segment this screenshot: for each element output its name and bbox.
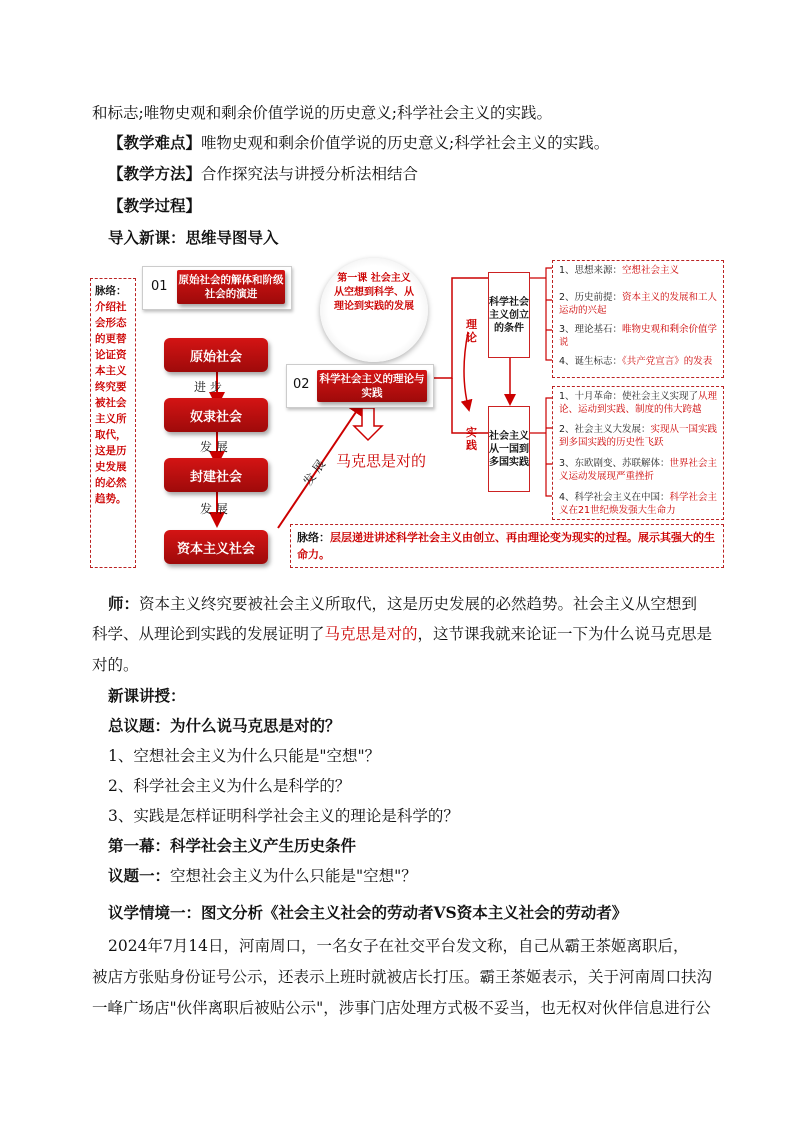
step-01-label: 原始社会的解体和阶级社会的演进 xyxy=(177,270,285,304)
stage-slave: 奴隶社会 xyxy=(164,398,268,432)
left-note-line: 论证资 xyxy=(95,349,127,361)
practice-item xyxy=(559,423,719,449)
paragraph-line-3: 一峰广场店"伙伴离职后被贴公示"，涉事门店处理方式极不妥当，也无权对伙伴信息进行公 xyxy=(92,999,711,1017)
marx-note: 马克思是对的 xyxy=(336,452,427,470)
new-lesson-heading: 新课讲授： xyxy=(108,686,186,705)
step-02-label: 科学社会主义的理论与实践 xyxy=(317,370,427,402)
issue-1-text: 空想社会主义为什么只能是"空想"？ xyxy=(170,867,417,885)
practice-item xyxy=(559,491,719,517)
left-note-line: 这是历 xyxy=(95,445,127,457)
teacher-line-1 xyxy=(108,594,697,614)
theory-label: 理论 xyxy=(466,318,477,344)
issue-1-tag: 议题一： xyxy=(108,866,171,885)
lesson-circle xyxy=(320,258,428,362)
question-2: 2、科学社会主义为什么是科学的？ xyxy=(108,777,351,795)
condition-4-key: 4、诞生标志： xyxy=(559,356,623,367)
practice-item xyxy=(559,457,719,483)
condition-2-value: 资本主义的发展和工人运动的兴起 xyxy=(559,292,718,316)
teacher-text-2a: 科学、从理论到实践的发展证明了 xyxy=(92,625,325,643)
arrow-label-2: 发 展 xyxy=(200,440,228,454)
question-1: 1、空想社会主义为什么只能是"空想"？ xyxy=(108,747,381,765)
practice-1-value: 从理论、运动到实践、制度的伟大跨越 xyxy=(559,391,718,415)
condition-4-value: 《共产党宣言》的发表 xyxy=(622,356,713,367)
mind-map-diagram xyxy=(90,258,726,574)
practice-2-value: 实现从一国实践到多国实践的历史性飞跃 xyxy=(559,424,718,448)
paragraph-line-2: 被店方张贴身份证号公示，还表示上班时就被店长打压。霸王茶姬表示，关于河南周口扶沟 xyxy=(92,968,713,986)
issue-1-line xyxy=(108,866,417,886)
bottom-note-box xyxy=(290,524,724,568)
difficulty-text: 唯物史观和剩余价值学说的历史意义;科学社会主义的实践。 xyxy=(201,134,610,152)
condition-3-value: 唯物史观和剩余价值学说 xyxy=(559,324,718,348)
left-note-line: 终究要 xyxy=(95,381,127,393)
left-note-line: 介绍社 xyxy=(95,301,127,313)
condition-2-key: 2、历史前提： xyxy=(559,292,623,303)
method-text: 合作探究法与讲授分析法相结合 xyxy=(201,165,419,183)
teacher-line-2 xyxy=(92,624,712,644)
practice-2-key: 2、社会主义大发展： xyxy=(559,424,651,435)
practice-item xyxy=(559,390,719,416)
left-note-line: 史发展 xyxy=(95,461,127,473)
lead-in-heading: 导入新课：思维导图导入 xyxy=(108,228,279,247)
left-note-line: 脉络： xyxy=(95,285,127,297)
difficulty-line xyxy=(108,133,609,153)
process-tag: 【教学过程】 xyxy=(108,196,202,215)
main-topic: 总议题：为什么说马克思是对的？ xyxy=(108,716,341,735)
condition-item xyxy=(559,291,719,317)
method-line xyxy=(108,164,418,184)
marx-highlight: 马克思是对的 xyxy=(324,625,418,643)
left-note-line: 主义所 xyxy=(95,413,127,425)
left-note-line: 取代， xyxy=(95,429,127,441)
lesson-title: 第一课 社会主义从空想到科学、从理论到实践的发展 xyxy=(334,273,414,312)
question-3: 3、实践是怎样证明科学社会主义的理论是科学的？ xyxy=(108,807,459,825)
condition-3-key: 3、理论基石： xyxy=(559,324,623,335)
conditions-list xyxy=(552,260,724,378)
left-note xyxy=(95,283,133,507)
scene-1-heading: 议学情境一：图文分析《社会主义社会的劳动者VS资本主义社会的劳动者》 xyxy=(108,903,628,922)
diag-label: 发 展 xyxy=(300,457,329,489)
condition-1-key: 1、思想来源： xyxy=(559,265,623,276)
condition-item xyxy=(559,355,719,368)
condition-1-value: 空想社会主义 xyxy=(622,265,680,276)
left-note-line: 的更替 xyxy=(95,333,127,345)
conditions-box-label: 科学社会主义创立的条件 xyxy=(489,296,529,334)
difficulty-tag: 【教学难点】 xyxy=(108,133,202,152)
practice-list xyxy=(552,386,724,520)
practice-4-value: 科学社会主义在21世纪焕发强大生命力 xyxy=(559,492,718,516)
condition-item xyxy=(559,264,719,277)
paragraph-line-1: 2024年7月14日，河南周口，一名女子在社交平台发文称，自己从霸王茶姬离职后， xyxy=(108,937,689,955)
bottom-note-text: 层层递进讲述科学社会主义由创立、再由理论变为现实的过程。展示其强大的生命力。 xyxy=(297,531,715,561)
teacher-text-1: 资本主义终究要被社会主义所取代，这是历史发展的必然趋势。社会主义从空想到 xyxy=(139,595,698,613)
practice-box xyxy=(488,406,530,492)
practice-4-key: 4、科学社会主义在中国： xyxy=(559,492,670,503)
arrow-label-1: 进 步 xyxy=(194,380,222,394)
method-tag: 【教学方法】 xyxy=(108,164,202,183)
step-01-card xyxy=(142,266,292,310)
conditions-box xyxy=(488,272,530,358)
practice-3-key: 3、东欧剧变、苏联解体： xyxy=(559,458,670,469)
left-note-box xyxy=(90,278,136,568)
teacher-line-3: 对的。 xyxy=(92,656,139,674)
left-note-line: 本主义 xyxy=(95,365,127,377)
left-note-line: 的必然 xyxy=(95,477,127,489)
left-note-line: 被社会 xyxy=(95,397,127,409)
stage-primitive: 原始社会 xyxy=(164,338,268,372)
left-note-line: 趋势。 xyxy=(95,493,127,505)
stage-feudal: 封建社会 xyxy=(164,458,268,492)
practice-3-value: 世界社会主义运动发展现严重挫折 xyxy=(559,458,718,482)
step-02-card xyxy=(286,364,434,408)
practice-box-label: 社会主义从一国到多国实践 xyxy=(489,430,529,468)
left-note-line: 会形态 xyxy=(95,317,127,329)
bottom-note xyxy=(297,529,717,563)
step-02-number: 02 xyxy=(293,377,310,392)
teacher-tag: 师： xyxy=(108,594,140,613)
intro-line: 和标志;唯物史观和剩余价值学说的历史意义;科学社会主义的实践。 xyxy=(92,104,552,122)
practice-1-key: 1、十月革命：使社会主义实现了 xyxy=(559,391,699,402)
arrow-label-3: 发 展 xyxy=(200,502,228,516)
bottom-note-tag: 脉络： xyxy=(297,531,330,544)
act-1-heading: 第一幕：科学社会主义产生历史条件 xyxy=(108,836,357,855)
stage-capitalist: 资本主义社会 xyxy=(164,530,268,564)
teacher-text-2c: ，这节课我就来论证一下为什么说马克思是 xyxy=(417,625,713,643)
step-01-number: 01 xyxy=(151,279,168,294)
condition-item xyxy=(559,323,719,349)
practice-label: 实践 xyxy=(466,426,477,452)
